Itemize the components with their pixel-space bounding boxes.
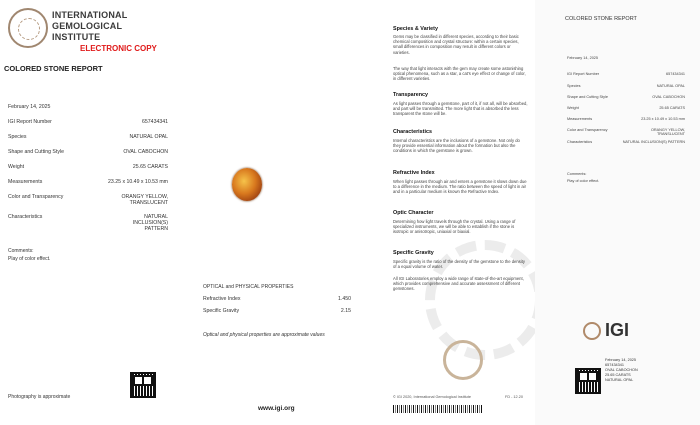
card-comments-label: Comments:	[567, 172, 587, 176]
section-optic-title: Optic Character	[393, 210, 434, 216]
report-main-panel: INTERNATIONAL GEMOLOGICAL INSTITUTE ELECTRONIC COPY COLORED STONE REPORT February 14, 2025 IGI Report Number 657434341 Species NATURAL OPAL Shape and Cutting Style OVAL CABOCHON Weight 25.65 CARATS Measurements 23.25 x 10.49 x 10.53 mm Color and Transparency ORANGY YELLOW, TRANSLUCENT Characteristics NATURAL INCLUSION(S) PATTERN Comments: Play of color effect. OPTICAL and PHYSICAL PROPERTIES Refractive Index 1.450 Specific Gravity 2.15 Optical and physical properties are approximate values Photography is approximate www.igi.org	[4, 10, 351, 412]
section-sg-text: Specific gravity is the ratio of the density of the gemstone to the density of a equal volume of water.	[393, 259, 525, 270]
section-ri-title: Refractive Index	[393, 170, 435, 176]
igi-seal-icon	[8, 8, 48, 48]
card-summary: February 14, 2025 657434341 OVAL CABOCHON 25.65 CARATS NATURAL OPAL	[605, 358, 638, 382]
section-equipment-text: All IGI Laboratories employ a wide range of state-of-the-art equipment, which provides comprehensive and accurate assessment of different gemstones.	[393, 276, 524, 292]
website-link[interactable]: www.igi.org	[258, 405, 295, 412]
comments-label: Comments:	[8, 248, 34, 254]
barcode-icon	[393, 405, 483, 413]
optical-title: OPTICAL and PHYSICAL PROPERTIES	[203, 284, 294, 290]
form-code: FD - 12.20	[505, 395, 523, 399]
comments-text: Play of color effect.	[8, 256, 51, 262]
card-comments-text: Play of color effect.	[567, 179, 600, 183]
photo-note: Photography is approximate	[8, 394, 71, 400]
card-title: COLORED STONE REPORT	[565, 16, 637, 22]
section-species-title: Species & Variety	[393, 26, 438, 32]
report-title: COLORED STONE REPORT	[4, 64, 103, 73]
section-phenomena-text: The way that light interacts with the gem may create some astonishing optical phenomena, such as a star, a cat's eye effect or change of color, in different varieties.	[393, 66, 526, 82]
igi-logo-icon	[583, 322, 601, 340]
institute-line-3: INSTITUTE	[52, 32, 101, 42]
gemstone-photo	[232, 168, 262, 201]
institute-line-2: GEMOLOGICAL	[52, 21, 123, 31]
section-characteristics-title: Characteristics	[393, 129, 432, 135]
section-characteristics-text: Internal characteristics are the inclusions of a gemstone. Not only do they provide essential information about the formation but also the conditions in which the gemstone is grown.	[393, 138, 520, 154]
electronic-copy-label: ELECTRONIC COPY	[80, 44, 157, 53]
watermark-icon	[425, 240, 545, 360]
section-transparency-title: Transparency	[393, 92, 429, 98]
summary-card-panel: COLORED STONE REPORT February 14, 2025 IGI Report Number 657434341 Species NATURAL OPAL Shape and Cutting Style OVAL CABOCHON Weight 25.65 CARATS Measurements 23.25 x 10.49 x 10.53 mm Color and Transparency ORANGY YELLOW, TRANSLUCENT Characteristics NATURAL INCLUSION(S) PATTERN Comments: Play of color effect. IGI February 14, 2025 657434341 OVAL CABOCHON 25.65 CARATS NATURAL OPAL	[535, 0, 700, 425]
info-panel	[385, 0, 535, 425]
optical-note: Optical and physical properties are approximate values	[203, 332, 325, 338]
section-transparency-text: As light passes through a gemstone, part of it, if not all, will be absorbed, and part will be transmitted. The more light that is absorbed the less transparent the stone will be.	[393, 101, 528, 117]
igi-brand: IGI	[605, 320, 630, 340]
card-qr-code-icon[interactable]	[575, 368, 601, 394]
copyright: © IGI 2020, International Gemological Institute	[393, 395, 471, 399]
institute-line-1: INTERNATIONAL	[52, 10, 128, 20]
qr-code-icon[interactable]	[130, 372, 156, 398]
institute-name	[52, 10, 127, 43]
section-species-text: Gems may be classified in different species, according to their basic chemical composition and crystal structure: within a certain species, small differences in composition may result in different colors or varieties.	[393, 34, 519, 55]
section-optic-text: Determining how light travels through the crystal. Using a range of specialized instruments, we will be able to establish if the stone is isotropic or anisotropic, uniaxial or biaxial.	[393, 219, 516, 235]
section-ri-text: When light passes through air and enters a gemstone it slows down due to a difference in the medium. The ratio between the speed of light in air and in a particular medium is known the Refractive Index.	[393, 179, 527, 195]
section-sg-title: Specific Gravity	[393, 250, 434, 256]
igi-seal-icon	[443, 340, 483, 380]
